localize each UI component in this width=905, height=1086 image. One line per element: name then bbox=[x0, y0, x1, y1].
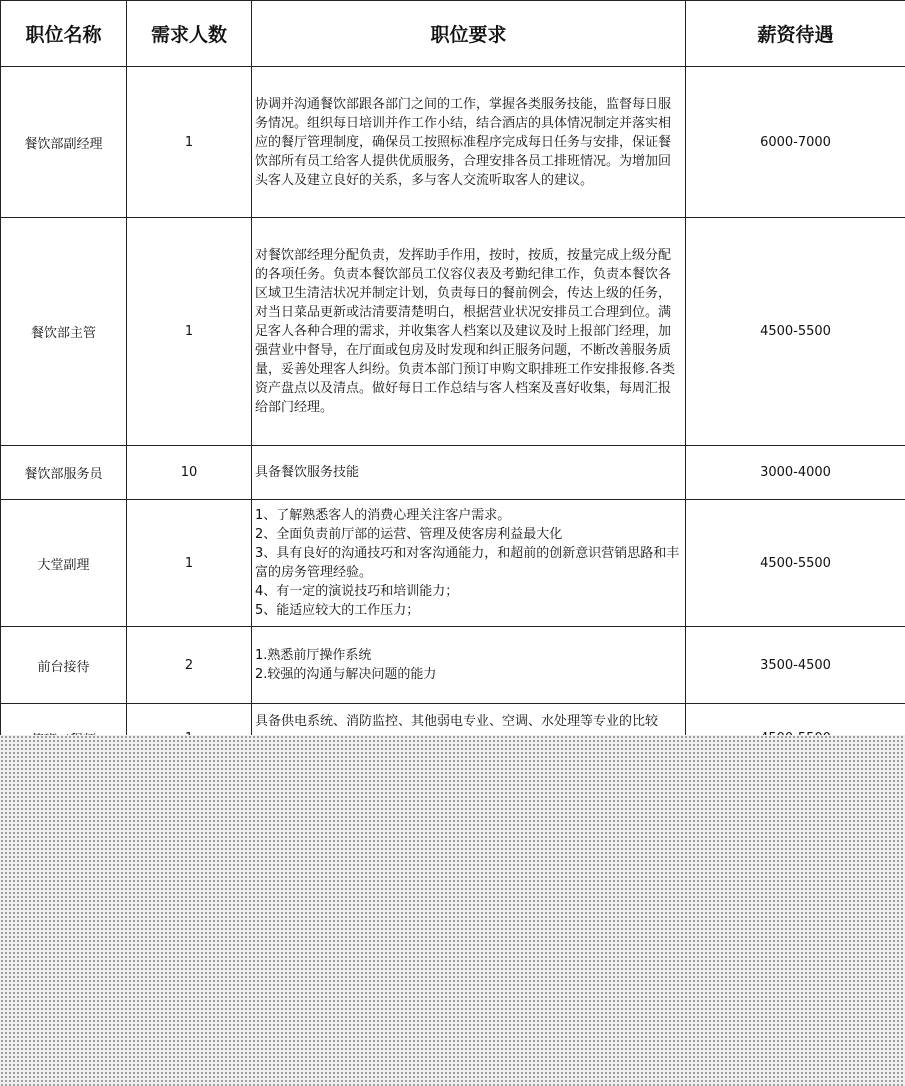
cell-requirements: 具备餐饮服务技能 bbox=[252, 446, 686, 500]
dotted-overlay bbox=[0, 735, 905, 1086]
cell-count: 1 bbox=[127, 67, 252, 218]
table-row bbox=[1, 500, 905, 627]
header-count: 需求人数 bbox=[127, 1, 252, 67]
header-title: 职位名称 bbox=[1, 1, 127, 67]
cell-requirements: 1、了解熟悉客人的消费心理关注客户需求。 2、全面负责前厅部的运营、管理及使客房利益最大化 3、具有良好的沟通技巧和对客沟通能力，和超前的创新意识营销思路和丰富的房务管理经验。 4、有一定的演说技巧和培训能力； 5、能适应较大的工作压力； bbox=[252, 500, 686, 627]
cell-salary: 6000-7000 bbox=[686, 67, 905, 218]
cell-salary: 4500-5500 bbox=[686, 218, 905, 446]
cell-requirements: 1.熟悉前厅操作系统 2.较强的沟通与解决问题的能力 bbox=[252, 627, 686, 704]
cell-count: 1 bbox=[127, 500, 252, 627]
table-row bbox=[1, 446, 905, 500]
header-salary: 薪资待遇 bbox=[686, 1, 905, 67]
table-row bbox=[1, 67, 905, 218]
cell-requirements: 对餐饮部经理分配负责，发挥助手作用，按时，按质，按量完成上级分配的各项任务。负责本餐饮部员工仪容仪表及考勤纪律工作，负责本餐饮各区域卫生清洁状况并制定计划，负责每日的餐前例会，传达上级的任务，对当日菜品更新或沽清要清楚明白，根据营业状况安排员工合理到位。满足客人各种合理的需求，并收集客人档案以及建议及时上报部门经理，加强营业中督导，在厅面或包房及时发现和纠正服务问题，不断改善服务质量，妥善处理客人纠纷。负责本部门预订申购文职排班工作安排报修.各类资产盘点以及清点。做好每日工作总结与客人档案及喜好收集，每周汇报给部门经理。 bbox=[252, 218, 686, 446]
cell-title: 餐饮部服务员 bbox=[1, 446, 127, 500]
cell-salary: 3000-4000 bbox=[686, 446, 905, 500]
cell-requirements: 协调并沟通餐饮部跟各部门之间的工作，掌握各类服务技能，监督每日服务情况。组织每日培训并作工作小结，结合酒店的具体情况制定并落实相应的餐厅管理制度，确保员工按照标准程序完成每日任务与安排，保证餐饮部所有员工给客人提供优质服务，合理安排各员工排班情况。为增加回头客人及建立良好的关系，多与客人交流听取客人的建议。 bbox=[252, 67, 686, 218]
cell-title: 餐饮部副经理 bbox=[1, 67, 127, 218]
table-row bbox=[1, 218, 905, 446]
cell-salary: 3500-4500 bbox=[686, 627, 905, 704]
cell-title: 大堂副理 bbox=[1, 500, 127, 627]
table-header-row bbox=[1, 1, 905, 67]
header-requirements: 职位要求 bbox=[252, 1, 686, 67]
cell-requirements: 具备供电系统、消防监控、其他弱电专业、空调、水处理等专业的比较 bbox=[252, 704, 686, 773]
cell-count: 2 bbox=[127, 627, 252, 704]
cell-title: 前台接待 bbox=[1, 627, 127, 704]
cell-title: 餐饮部主管 bbox=[1, 218, 127, 446]
table-row bbox=[1, 627, 905, 704]
cell-salary: 4500-5500 bbox=[686, 500, 905, 627]
cell-count: 1 bbox=[127, 218, 252, 446]
cell-count: 10 bbox=[127, 446, 252, 500]
